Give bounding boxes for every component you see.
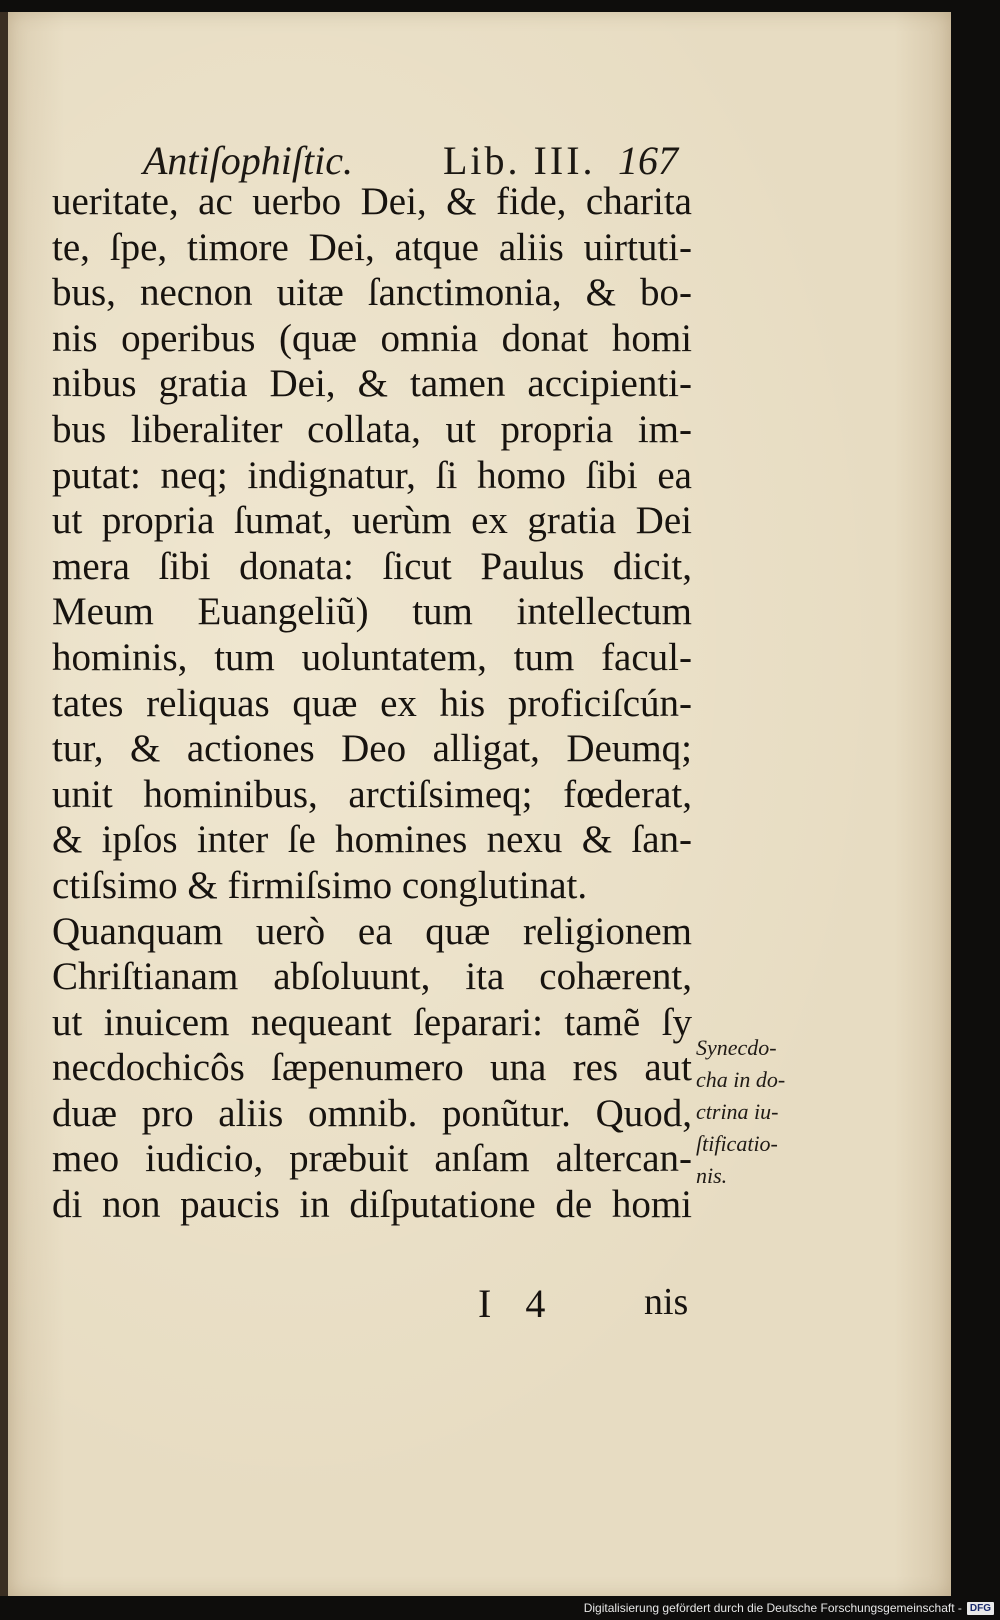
signature-mark: I 4 bbox=[478, 1281, 558, 1326]
text-line: necdochicôs ſæpenumero una res aut bbox=[52, 1046, 692, 1090]
text-line: ut propria ſumat, uerùm ex gratia Dei bbox=[52, 499, 692, 543]
text-line: ctiſsimo & firmiſsimo conglutinat. bbox=[52, 863, 588, 907]
catchword: nis bbox=[644, 1281, 689, 1323]
text-line: bus, necnon uitæ ſanctimonia, & bo- bbox=[52, 271, 692, 315]
text-line: Chriſtianam abſoluunt, ita cohærent, bbox=[52, 955, 692, 999]
book-number: Lib. III. bbox=[443, 138, 596, 183]
text-line: & ipſos inter ſe homines nexu & ſan- bbox=[52, 818, 692, 862]
text-line: tates reliquas quæ ex his proficiſcún- bbox=[52, 681, 692, 725]
marginal-note-line: ctrina iu- bbox=[696, 1099, 779, 1124]
text-line: bus liberaliter collata, ut propria im- bbox=[52, 407, 692, 451]
dfg-logo: DFG bbox=[967, 1602, 994, 1615]
text-line: unit hominibus, arctiſsimeq; fœderat, bbox=[52, 772, 692, 816]
text-line: nis operibus (quæ omnia donat homi bbox=[52, 316, 692, 360]
text-line: meo iudicio, præbuit anſam altercan- bbox=[52, 1137, 692, 1181]
text-line: te, ſpe, timore Dei, atque aliis uirtuti- bbox=[52, 225, 692, 269]
text-line: ut inuicem nequeant ſeparari: tamẽ ſy bbox=[52, 1000, 692, 1044]
marginal-note-line: Synecdo- bbox=[696, 1035, 777, 1060]
book-page bbox=[8, 12, 951, 1596]
credit-text: Digitalisierung gefördert durch die Deutsche Forschungsgemeinschaft - bbox=[583, 1601, 962, 1615]
page-edge bbox=[0, 12, 8, 1596]
text-line: Meum Euangeliũ) tum intellectum bbox=[52, 590, 692, 634]
running-title: Antiſophiſtic. bbox=[143, 138, 353, 183]
text-line: putat: neq; indignatur, ſi homo ſibi ea bbox=[52, 453, 692, 497]
marginal-note-line: cha in do- bbox=[696, 1067, 786, 1092]
body-text bbox=[52, 179, 692, 1228]
text-line: nibus gratia Dei, & tamen accipienti- bbox=[52, 362, 692, 406]
text-line: mera ſibi donata: ſicut Paulus dicit, bbox=[52, 544, 692, 588]
text-line: hominis, tum uoluntatem, tum facul- bbox=[52, 635, 692, 679]
digitization-credit bbox=[584, 1598, 994, 1618]
page-number: 167 bbox=[618, 138, 678, 183]
text-line: duæ pro aliis omnib. ponũtur. Quod, bbox=[52, 1091, 692, 1135]
marginal-note-line: ſtificatio- bbox=[696, 1131, 778, 1156]
marginal-note bbox=[696, 1032, 826, 1192]
text-line: ueritate, ac uerbo Dei, & fide, charita bbox=[52, 180, 692, 223]
text-line: Quanquam uerò ea quæ religionem bbox=[52, 909, 692, 953]
text-line: tur, & actiones Deo alligat, Deumq; bbox=[52, 727, 692, 771]
marginal-note-line: nis. bbox=[696, 1163, 728, 1188]
text-line: di non paucis in diſputatione de homi bbox=[52, 1183, 692, 1227]
